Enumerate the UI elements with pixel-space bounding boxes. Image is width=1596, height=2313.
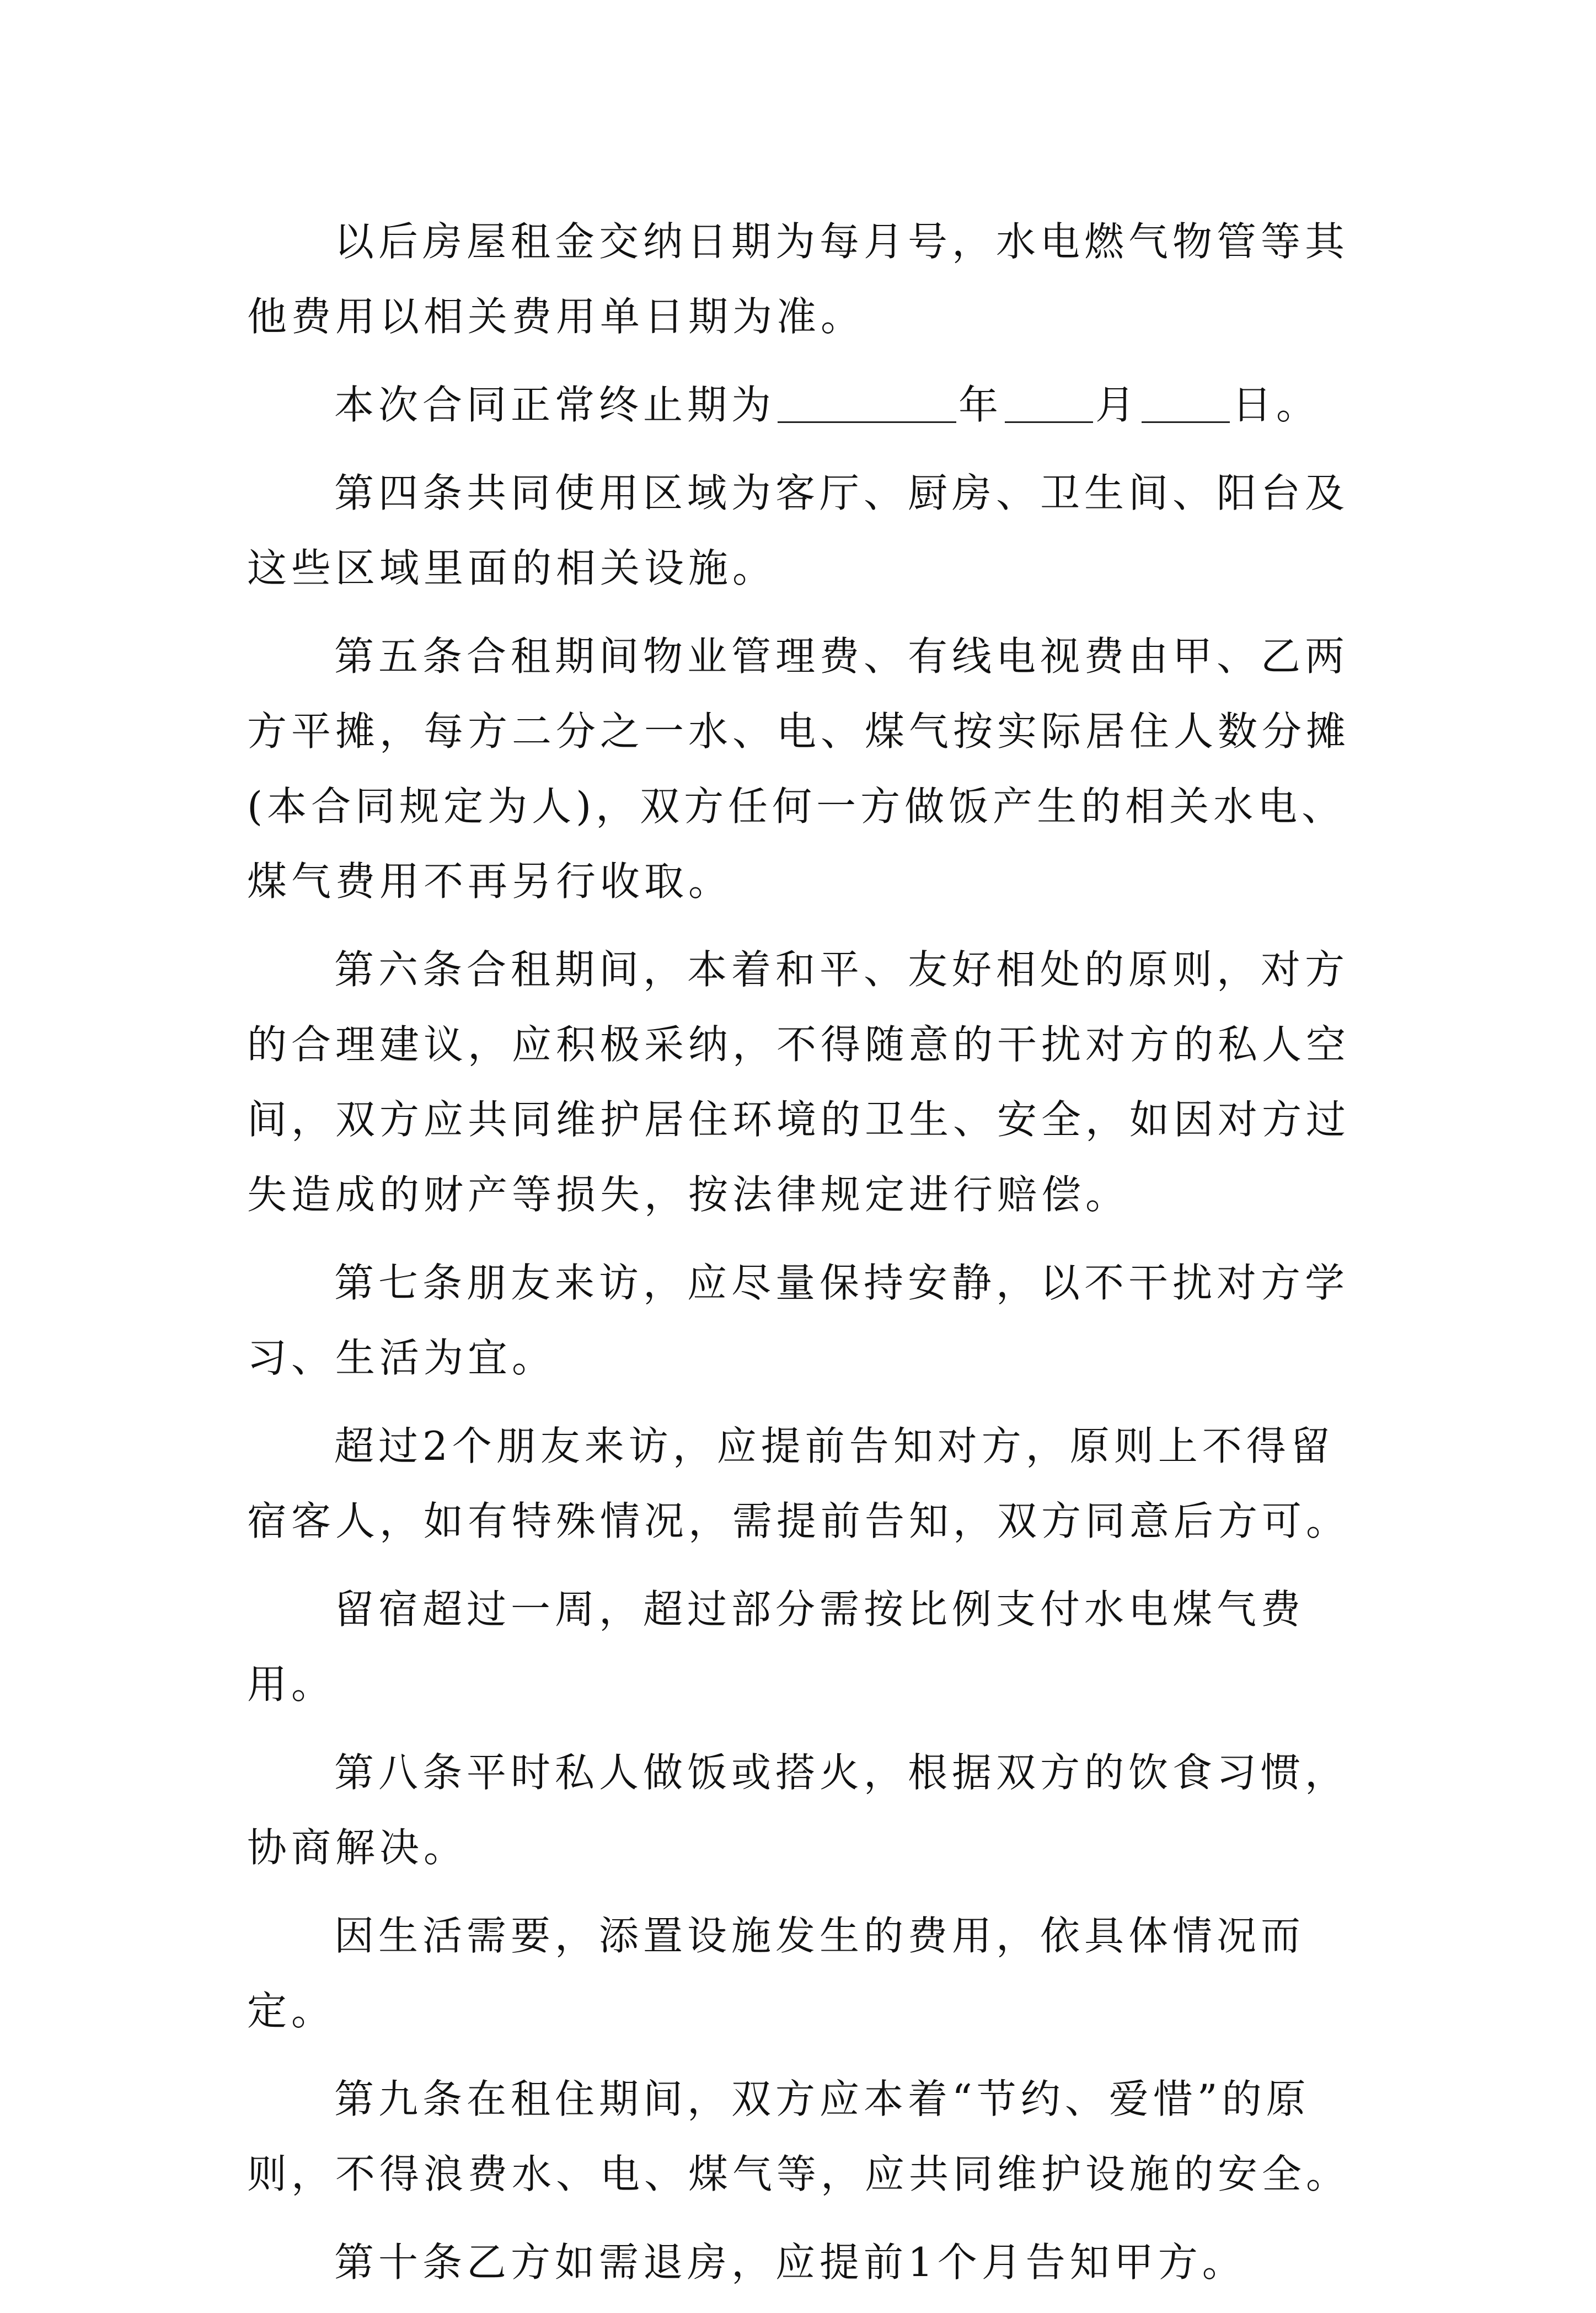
paragraph-article-9: 第九条在租住期间，双方应本着“节约、爱惜”的原则，不得浪费水、电、煤气等，应共同维护设施的安全。 xyxy=(247,2076,1351,2197)
day-blank xyxy=(1142,382,1230,423)
paragraph-visitors: 超过2个朋友来访，应提前告知对方，原则上不得留宿客人，如有特殊情况，需提前告知，双方同意后方可。 xyxy=(247,1423,1351,1544)
paragraph-termination-date xyxy=(247,367,1367,442)
month-label: 月 xyxy=(1095,382,1140,428)
paragraph-article-4: 第四条共同使用区域为客厅、厨房、卫生间、阳台及这些区域里面的相关设施。 xyxy=(247,470,1349,591)
termination-prefix: 本次合同正常终止期为 xyxy=(334,382,776,428)
month-blank xyxy=(1005,382,1093,423)
paragraph-article-8: 第八条平时私人做饭或搭火，根据双方的饮食习惯，协商解决。 xyxy=(247,1749,1349,1871)
contract-body xyxy=(247,204,1367,2313)
paragraph-facility-costs: 因生活需要，添置设施发生的费用，依具体情况而定。 xyxy=(247,1913,1305,2034)
paragraph-article-6: 第六条合租期间，本着和平、友好相处的原则，对方的合理建议，应积极采纳，不得随意的干扰对方的私人空间，双方应共同维护居住环境的卫生、安全，如因对方过失造成的财产等损失，按法律规定进行赔偿。 xyxy=(247,946,1351,1218)
day-label: 日。 xyxy=(1232,382,1321,428)
paragraph-article-10: 第十条乙方如需退房，应提前1个月告知甲方。 xyxy=(334,2239,1246,2285)
paragraph-rent-payment: 以后房屋租金交纳日期为每月号，水电燃气物管等其他费用以相关费用单日期为准。 xyxy=(247,218,1349,340)
year-blank xyxy=(778,382,956,423)
paragraph-article-5: 第五条合租期间物业管理费、有线电视费由甲、乙两方平摊，每方二分之一水、电、煤气按实际居住人数分摊(本合同规定为人)，双方任何一方做饭产生的相关水电、煤气费用不再另行收取。 xyxy=(247,633,1351,904)
year-label: 年 xyxy=(958,382,1003,428)
paragraph-article-7: 第七条朋友来访，应尽量保持安静，以不干扰对方学习、生活为宜。 xyxy=(247,1260,1349,1381)
paragraph-overnight-stay: 留宿超过一周，超过部分需按比例支付水电煤气费用。 xyxy=(247,1586,1305,1707)
